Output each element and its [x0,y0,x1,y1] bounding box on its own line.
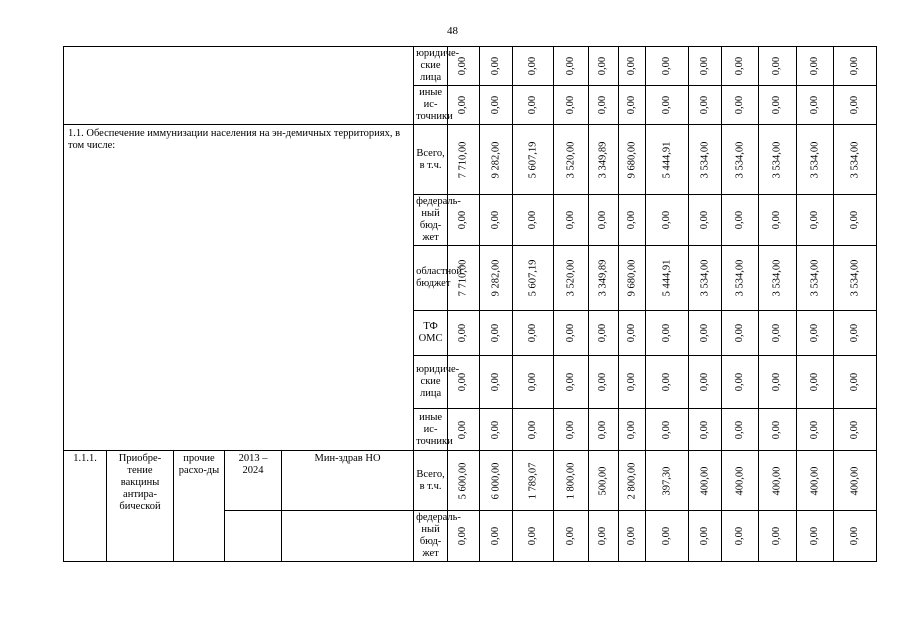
value-text: 0,00 [565,56,577,76]
value-cell [554,409,589,451]
value-cell [480,511,513,562]
value-cell [722,311,759,356]
value-text: 0,00 [457,372,469,392]
value-cell [554,246,589,311]
value-cell [689,86,722,125]
value-cell [759,246,797,311]
value-text: 0,00 [849,95,861,115]
value-cell [759,451,797,511]
value-cell [722,356,759,409]
value-text: 0,00 [626,56,638,76]
value-text: 5 607,19 [527,141,539,178]
value-text: 5 600,00 [457,462,469,499]
source-cell: юридиче-ские лица [414,47,448,86]
table-row [64,47,877,86]
value-text: 0,00 [809,420,821,439]
value-cell [554,356,589,409]
value-text: 0,00 [597,95,609,115]
value-text: 500,00 [597,466,609,495]
value-text: 0,00 [490,56,502,76]
value-cell [797,125,834,195]
value-cell [480,47,513,86]
value-cell [480,451,513,511]
value-text: 0,00 [734,420,746,439]
value-cell [619,356,646,409]
value-cell [646,246,689,311]
value-text: 5 607,19 [527,259,539,297]
value-cell [589,511,619,562]
value-text: 9 282,00 [490,259,502,297]
value-text: 400,00 [699,466,711,495]
value-text: 0,00 [661,420,673,439]
value-cell [619,86,646,125]
value-cell [834,451,877,511]
value-text: 0,00 [809,323,821,343]
value-cell [448,451,480,511]
value-cell [589,356,619,409]
value-text: 0,00 [626,210,638,230]
value-text: 0,00 [699,56,711,76]
value-text: 0,00 [527,56,539,76]
value-cell [619,511,646,562]
value-cell [554,311,589,356]
value-cell [589,195,619,246]
value-text: 0,00 [809,95,821,115]
value-cell [759,125,797,195]
value-text: 0,00 [626,323,638,343]
value-text: 7 710,00 [457,259,469,297]
value-cell [619,125,646,195]
value-cell [480,311,513,356]
value-text: 0,00 [527,420,539,439]
value-text: 9 282,00 [490,141,502,178]
value-cell [722,125,759,195]
value-text: 1 800,00 [565,462,577,499]
value-text: 0,00 [597,56,609,76]
value-text: 0,00 [597,372,609,392]
value-text: 0,00 [661,372,673,392]
value-cell [589,409,619,451]
value-text: 0,00 [734,95,746,115]
value-text: 3 520,00 [565,141,577,178]
value-cell [619,409,646,451]
value-cell [513,47,554,86]
value-cell [513,511,554,562]
value-text: 3 520,00 [565,259,577,297]
value-cell [513,125,554,195]
value-text: 0,00 [661,56,673,76]
value-cell [834,311,877,356]
value-cell [480,356,513,409]
value-cell [689,511,722,562]
value-text: 0,00 [490,526,502,546]
value-text: 0,00 [565,372,577,392]
value-cell [797,47,834,86]
value-cell [646,47,689,86]
value-cell [722,409,759,451]
value-cell [554,195,589,246]
value-text: 0,00 [809,526,821,546]
value-cell [797,356,834,409]
value-cell [589,47,619,86]
table-row [64,451,877,511]
value-text: 0,00 [809,210,821,230]
value-text: 0,00 [457,420,469,439]
item-name: Приобре-тение вакцины антира-бической [107,451,174,562]
value-cell [513,356,554,409]
value-text: 397,30 [661,466,673,495]
value-cell [619,451,646,511]
value-cell [619,311,646,356]
value-cell [797,195,834,246]
value-cell [834,47,877,86]
value-text: 0,00 [771,526,783,546]
source-cell: ТФ ОМС [414,311,448,356]
value-text: 0,00 [661,210,673,230]
value-cell [554,125,589,195]
value-cell [480,86,513,125]
value-text: 0,00 [699,95,711,115]
value-text: 3 534,00 [734,141,746,178]
value-text: 3 534,00 [771,259,783,297]
value-cell [589,86,619,125]
value-text: 0,00 [490,420,502,439]
value-text: 5 444,91 [661,259,673,297]
value-text: 3 534,00 [699,141,711,178]
value-text: 0,00 [771,420,783,439]
source-cell: юридиче-ские лица [414,356,448,409]
value-cell [448,311,480,356]
value-cell [689,451,722,511]
value-text: 0,00 [734,372,746,392]
value-text: 0,00 [734,526,746,546]
value-text: 0,00 [457,323,469,343]
value-cell [759,86,797,125]
source-cell: Всего, в т.ч. [414,125,448,195]
source-cell: областной бюджет [414,246,448,311]
value-text: 0,00 [527,210,539,230]
value-text: 0,00 [699,210,711,230]
value-text: 0,00 [771,210,783,230]
value-cell [834,409,877,451]
value-text: 0,00 [849,56,861,76]
value-text: 9 680,00 [626,141,638,178]
value-cell [722,47,759,86]
value-text: 0,00 [565,420,577,439]
item-period-blank [225,511,282,562]
value-text: 0,00 [699,323,711,343]
value-cell [646,356,689,409]
value-text: 0,00 [771,56,783,76]
source-cell: иные ис-точники [414,86,448,125]
section-title: 1.1. Обеспечение иммунизации населения на эн-демичных территориях, в том числе: [64,125,414,451]
value-cell [759,356,797,409]
value-text: 0,00 [457,210,469,230]
value-text: 0,00 [527,372,539,392]
value-cell [513,86,554,125]
source-cell: Всего, в т.ч. [414,451,448,511]
value-cell [646,125,689,195]
value-text: 0,00 [565,95,577,115]
budget-table [63,46,877,562]
value-text: 0,00 [597,526,609,546]
value-cell [589,311,619,356]
value-cell [689,125,722,195]
value-text: 0,00 [527,323,539,343]
value-text: 0,00 [734,56,746,76]
value-text: 3 534,00 [849,141,861,178]
value-text: 0,00 [597,323,609,343]
table-row [64,125,877,195]
value-text: 0,00 [626,372,638,392]
value-text: 0,00 [626,95,638,115]
value-cell [480,195,513,246]
value-text: 400,00 [809,466,821,495]
value-text: 0,00 [565,526,577,546]
value-text: 400,00 [849,466,861,495]
value-cell [722,246,759,311]
value-cell [646,195,689,246]
value-cell [619,195,646,246]
value-text: 5 444,91 [661,141,673,178]
value-cell [448,125,480,195]
value-text: 3 534,00 [809,141,821,178]
value-cell [797,451,834,511]
value-text: 0,00 [849,323,861,343]
value-cell [589,451,619,511]
value-cell [689,311,722,356]
value-cell [554,511,589,562]
source-cell: федераль-ный бюд-жет [414,511,448,562]
value-text: 0,00 [849,526,861,546]
value-cell [689,195,722,246]
value-text: 6 000,00 [490,462,502,499]
value-cell [834,86,877,125]
item-expense-type: прочие расхо-ды [174,451,225,562]
value-cell [480,409,513,451]
value-cell [797,311,834,356]
value-text: 9 680,00 [626,259,638,297]
value-cell [513,409,554,451]
value-text: 3 349,89 [597,141,609,178]
value-cell [554,451,589,511]
value-text: 0,00 [734,210,746,230]
value-cell [589,246,619,311]
value-text: 3 534,00 [771,141,783,178]
item-executor-blank [282,511,414,562]
value-text: 0,00 [849,210,861,230]
value-text: 0,00 [457,95,469,115]
value-text: 0,00 [699,420,711,439]
value-cell [513,311,554,356]
value-text: 1 789,07 [527,462,539,499]
value-cell [646,511,689,562]
value-cell [554,47,589,86]
value-cell [448,246,480,311]
value-text: 0,00 [490,95,502,115]
value-cell [759,311,797,356]
value-text: 400,00 [734,466,746,495]
value-cell [689,246,722,311]
value-cell [689,409,722,451]
value-text: 3 349,89 [597,259,609,297]
value-cell [797,246,834,311]
value-cell [554,86,589,125]
value-cell [722,511,759,562]
page-number: 48 [447,25,458,37]
value-cell [589,125,619,195]
value-cell [480,246,513,311]
value-text: 0,00 [626,526,638,546]
value-text: 0,00 [661,526,673,546]
value-text: 0,00 [849,420,861,439]
value-text: 0,00 [565,210,577,230]
item-executor: Мин-здрав НО [282,451,414,511]
value-text: 0,00 [490,210,502,230]
value-text: 0,00 [626,420,638,439]
value-cell [480,125,513,195]
value-text: 0,00 [699,372,711,392]
source-cell: федераль-ный бюд-жет [414,195,448,246]
value-cell [797,86,834,125]
value-cell [759,409,797,451]
value-cell [619,246,646,311]
value-cell [722,86,759,125]
value-cell [646,311,689,356]
value-text: 0,00 [771,323,783,343]
value-text: 0,00 [661,95,673,115]
value-text: 0,00 [661,323,673,343]
value-text: 0,00 [457,56,469,76]
value-text: 0,00 [849,372,861,392]
value-cell [513,195,554,246]
value-cell [646,409,689,451]
value-cell [834,125,877,195]
value-text: 0,00 [809,372,821,392]
value-cell [834,195,877,246]
value-cell [646,451,689,511]
source-cell: иные ис-точники [414,409,448,451]
value-cell [759,511,797,562]
value-text: 0,00 [771,95,783,115]
value-text: 400,00 [771,466,783,495]
value-text: 0,00 [699,526,711,546]
value-cell [797,409,834,451]
value-text: 0,00 [734,323,746,343]
value-text: 0,00 [771,372,783,392]
value-cell [797,511,834,562]
value-cell [834,356,877,409]
value-cell [722,195,759,246]
value-text: 0,00 [597,420,609,439]
value-text: 3 534,00 [809,259,821,297]
value-cell [689,47,722,86]
value-cell [513,451,554,511]
value-cell [759,195,797,246]
blank-cell [64,47,414,125]
value-text: 0,00 [809,56,821,76]
value-text: 0,00 [490,372,502,392]
value-text: 0,00 [457,526,469,546]
value-text: 0,00 [565,323,577,343]
value-text: 3 534,00 [699,259,711,297]
value-text: 7 710,00 [457,141,469,178]
value-text: 2 800,00 [626,462,638,499]
item-period: 2013 – 2024 [225,451,282,511]
value-text: 0,00 [597,210,609,230]
value-cell [722,451,759,511]
value-cell [689,356,722,409]
value-text: 0,00 [490,323,502,343]
value-cell [646,86,689,125]
item-number: 1.1.1. [64,451,107,562]
value-text: 3 534,00 [849,259,861,297]
value-cell [619,47,646,86]
value-cell [513,246,554,311]
value-text: 3 534,00 [734,259,746,297]
value-text: 0,00 [527,95,539,115]
value-cell [759,47,797,86]
value-cell [834,246,877,311]
value-cell [834,511,877,562]
value-text: 0,00 [527,526,539,546]
